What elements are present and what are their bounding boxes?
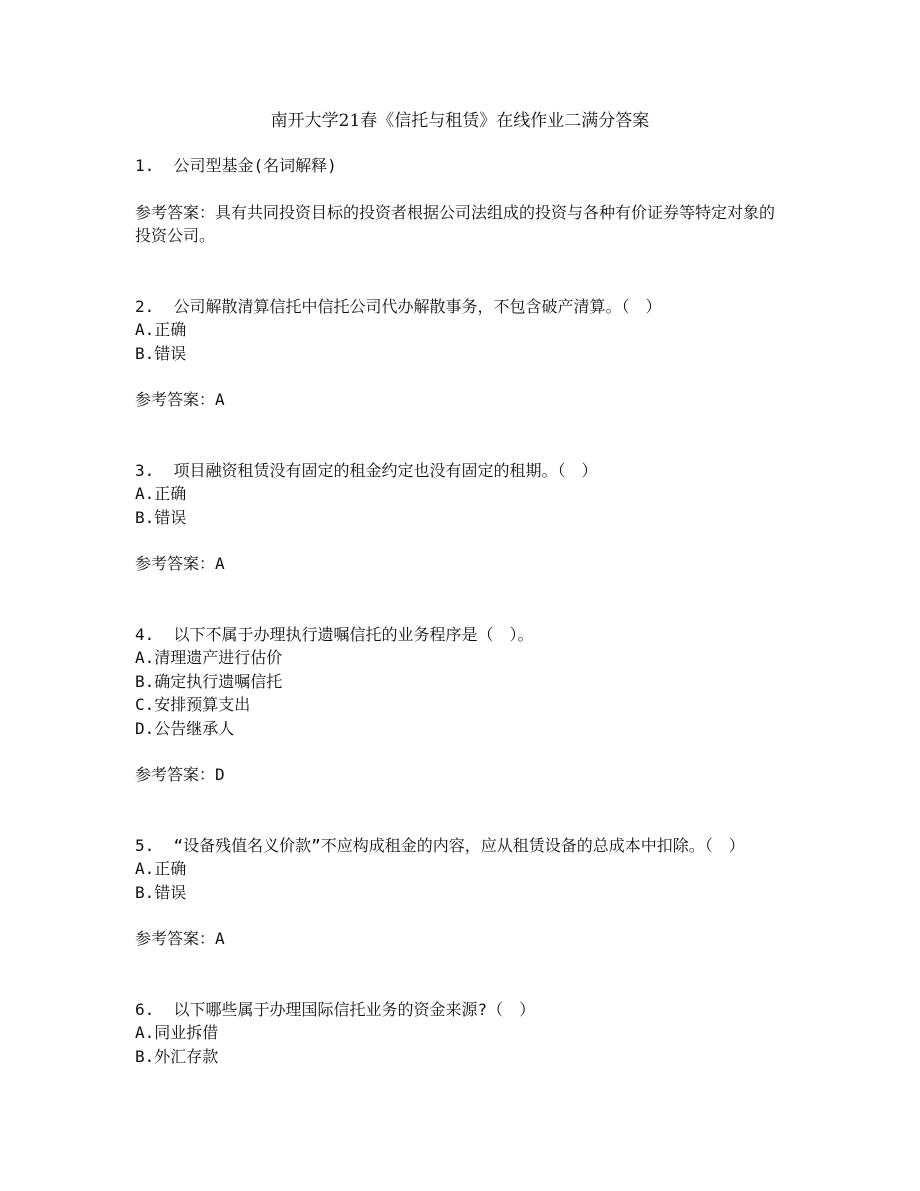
answer-label: 参考答案： [135, 202, 216, 222]
option-b: B.错误 [135, 882, 187, 902]
answer-value: 具有共同投资目标的投资者根据公司法组成的投资与各种有价证券等特定对象的投资公司。 [135, 202, 776, 245]
answer-label: 参考答案： [135, 929, 216, 948]
option-b: B.外汇存款 [135, 1046, 219, 1066]
option-a: A.同业拆借 [135, 1023, 219, 1042]
question-4 [135, 623, 790, 787]
question-5 [135, 834, 790, 951]
question-text: 以下不属于办理执行遗嘱信托的业务程序是（ ）。 [173, 624, 534, 644]
question-text: 以下哪些属于办理国际信托业务的资金来源?（ ） [173, 999, 536, 1019]
answer-label: 参考答案： [135, 554, 216, 573]
option-a: A.正确 [135, 484, 187, 503]
answer-label: 参考答案： [135, 390, 216, 409]
question-number: 2. [135, 296, 155, 316]
answer-line [135, 927, 790, 951]
question-number: 3. [135, 460, 155, 480]
question-number: 6. [135, 999, 155, 1019]
question-number: 5. [135, 835, 155, 855]
question-number: 1. [135, 156, 155, 175]
answer-value: A [215, 554, 225, 573]
question-2 [135, 295, 790, 412]
question-1 [135, 154, 790, 248]
answer-value: A [215, 929, 225, 948]
option-d: D.公告继承人 [135, 718, 235, 738]
question-3 [135, 459, 790, 576]
question-text: 项目融资租赁没有固定的租金约定也没有固定的租期。（ ） [173, 460, 598, 480]
option-a: A.正确 [135, 320, 187, 339]
option-b: B.错误 [135, 343, 187, 363]
answer-value: D [215, 765, 225, 784]
option-b: B.错误 [135, 507, 187, 527]
document-title: 南开大学21春《信托与租赁》在线作业二满分答案 [270, 111, 650, 131]
option-b: B.确定执行遗嘱信托 [135, 671, 283, 691]
answer-value: A [215, 390, 225, 409]
option-a: A.清理遗产进行估价 [135, 648, 283, 667]
document-body [135, 154, 790, 1068]
question-text: 公司型基金(名词解释) [173, 156, 337, 175]
option-a: A.正确 [135, 859, 187, 878]
question-6 [135, 998, 790, 1069]
option-c: C.安排预算支出 [135, 695, 251, 714]
answer-line [135, 201, 790, 248]
question-text: 公司解散清算信托中信托公司代办解散事务，不包含破产清算。（ ） [173, 296, 662, 316]
question-text: “设备残值名义价款”不应构成租金的内容，应从租赁设备的总成本中扣除。（ ） [173, 835, 745, 855]
answer-line [135, 763, 790, 787]
answer-line [135, 552, 790, 576]
question-number: 4. [135, 624, 155, 644]
answer-line [135, 388, 790, 412]
answer-label: 参考答案： [135, 765, 216, 784]
